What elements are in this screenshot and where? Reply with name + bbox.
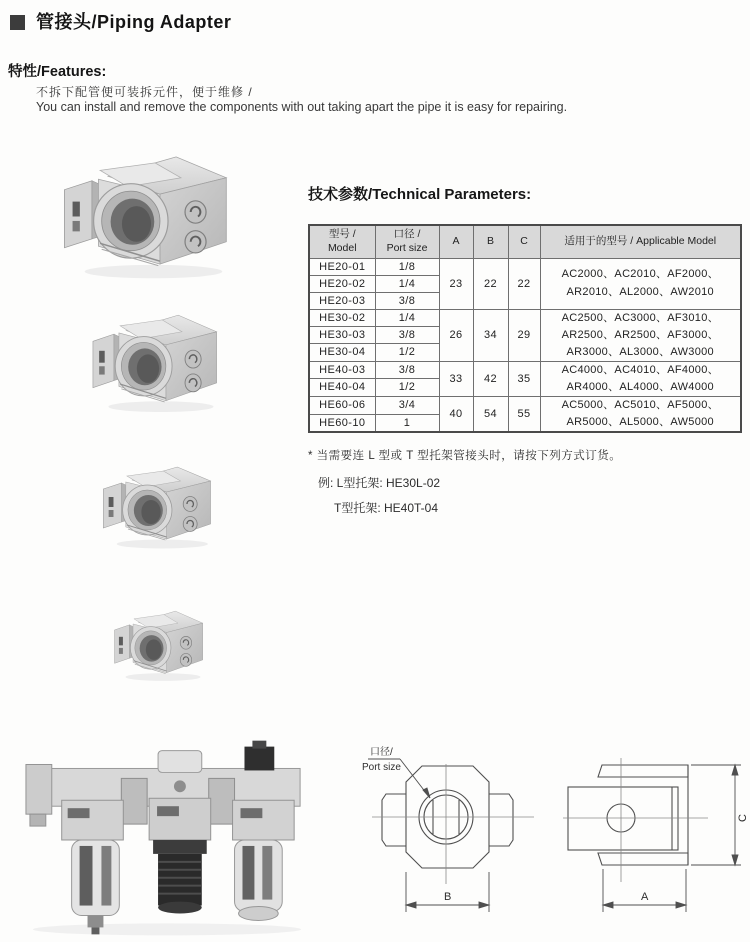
col-header-model [309,225,375,258]
model-cell: HE20-01 [309,258,375,275]
port-size-cell: 1/4 [375,275,439,292]
applicable-line: AR3000、AL3000、AW3000 [566,345,714,358]
col-header-model-en: Model [327,241,357,254]
dim-b-cell: 42 [473,361,508,396]
col-header-applicable: 适用于的型号 / Applicable Model [540,225,741,258]
adapter-photo-large [58,148,236,282]
applicable-line: AR2500、AR2500、AF3000、 [561,328,719,341]
dim-a-cell: 26 [439,309,473,361]
frl-assembly-photo [18,738,316,938]
model-cell: HE30-02 [309,309,375,326]
dim-c-label: C [737,814,749,822]
port-size-cell: 1/2 [375,379,439,397]
parameters-table [308,224,742,433]
model-cell: HE30-03 [309,326,375,343]
table-row [309,309,741,326]
example-t-bracket: T型托架: HE40T-04 [334,501,439,515]
page-title: 管接头/Piping Adapter [36,12,232,32]
dim-c-cell: 55 [508,396,540,432]
dim-a-cell: 40 [439,396,473,432]
dim-c-cell: 35 [508,361,540,396]
dim-b-label: B [444,891,452,903]
applicable-models-cell [540,258,741,309]
col-header-model-cn: 型号 / [328,228,356,241]
model-cell: HE60-06 [309,396,375,414]
dim-a-cell: 33 [439,361,473,396]
section-bullet-square [10,15,25,30]
applicable-line: AC2000、AC2010、AF2000、 [561,268,719,281]
port-size-cell: 3/4 [375,396,439,414]
model-cell: HE20-02 [309,275,375,292]
applicable-line: AC2500、AC3000、AF3010、 [561,311,719,324]
model-cell: HE60-10 [309,414,375,432]
dim-b-cell: 22 [473,258,508,309]
drawing-side-view [563,742,750,940]
col-header-port [375,225,439,258]
applicable-models-cell [540,396,741,432]
applicable-models-cell [540,309,741,361]
model-cell: HE40-03 [309,361,375,379]
applicable-line: AR2010、AL2000、AW2010 [566,285,714,298]
dim-b-cell: 34 [473,309,508,361]
model-cell: HE40-04 [309,379,375,397]
drawing-front-view [344,742,560,940]
port-size-cell: 3/8 [375,326,439,343]
table-header-row [309,225,741,258]
table-row [309,258,741,275]
table-row [309,396,741,414]
feature-text-cn: 不拆下配管便可装拆元件，便于维修 / [36,85,253,99]
model-cell: HE30-04 [309,344,375,361]
adapter-photo-small [99,461,217,551]
params-table-body [309,258,741,432]
dim-a-label: A [641,891,649,903]
parameters-table-container [308,224,742,433]
applicable-line: AR5000、AL5000、AW5000 [566,415,714,428]
dim-a-cell: 23 [439,258,473,309]
dim-b-cell: 54 [473,396,508,432]
port-size-label-cn: 口径/ [370,747,393,758]
applicable-line: AC5000、AC5010、AF5000、 [561,398,719,411]
model-cell: HE20-03 [309,292,375,309]
order-note: * 当需要连 L 型或 T 型托架管接头时，请按下列方式订货。 [308,450,622,462]
port-size-cell: 3/8 [375,292,439,309]
tech-parameters-heading: 技术参数/Technical Parameters: [308,186,532,203]
port-size-label-en: Port size [362,762,401,773]
dim-c-cell: 22 [508,258,540,309]
adapter-photo-mini [111,606,208,683]
port-size-cell: 3/8 [375,361,439,379]
features-heading: 特性/Features: [8,64,107,80]
port-size-cell: 1/8 [375,258,439,275]
adapter-photo-medium [88,308,224,415]
col-header-port-cn: 口径 / [393,228,421,241]
port-size-cell: 1/4 [375,309,439,326]
col-header-port-en: Port size [386,241,428,254]
col-header-a: A [439,225,473,258]
port-size-cell: 1 [375,414,439,432]
applicable-models-cell [540,361,741,396]
table-row [309,361,741,379]
feature-text-en: You can install and remove the components with out taking apart the pipe it is easy for repairing. [36,100,568,114]
col-header-b: B [473,225,508,258]
col-header-c: C [508,225,540,258]
dim-c-cell: 29 [508,309,540,361]
applicable-line: AC4000、AC4010、AF4000、 [561,363,719,376]
applicable-line: AR4000、AL4000、AW4000 [566,380,714,393]
example-l-bracket: 例: L型托架: HE30L-02 [318,476,441,490]
port-size-cell: 1/2 [375,344,439,361]
